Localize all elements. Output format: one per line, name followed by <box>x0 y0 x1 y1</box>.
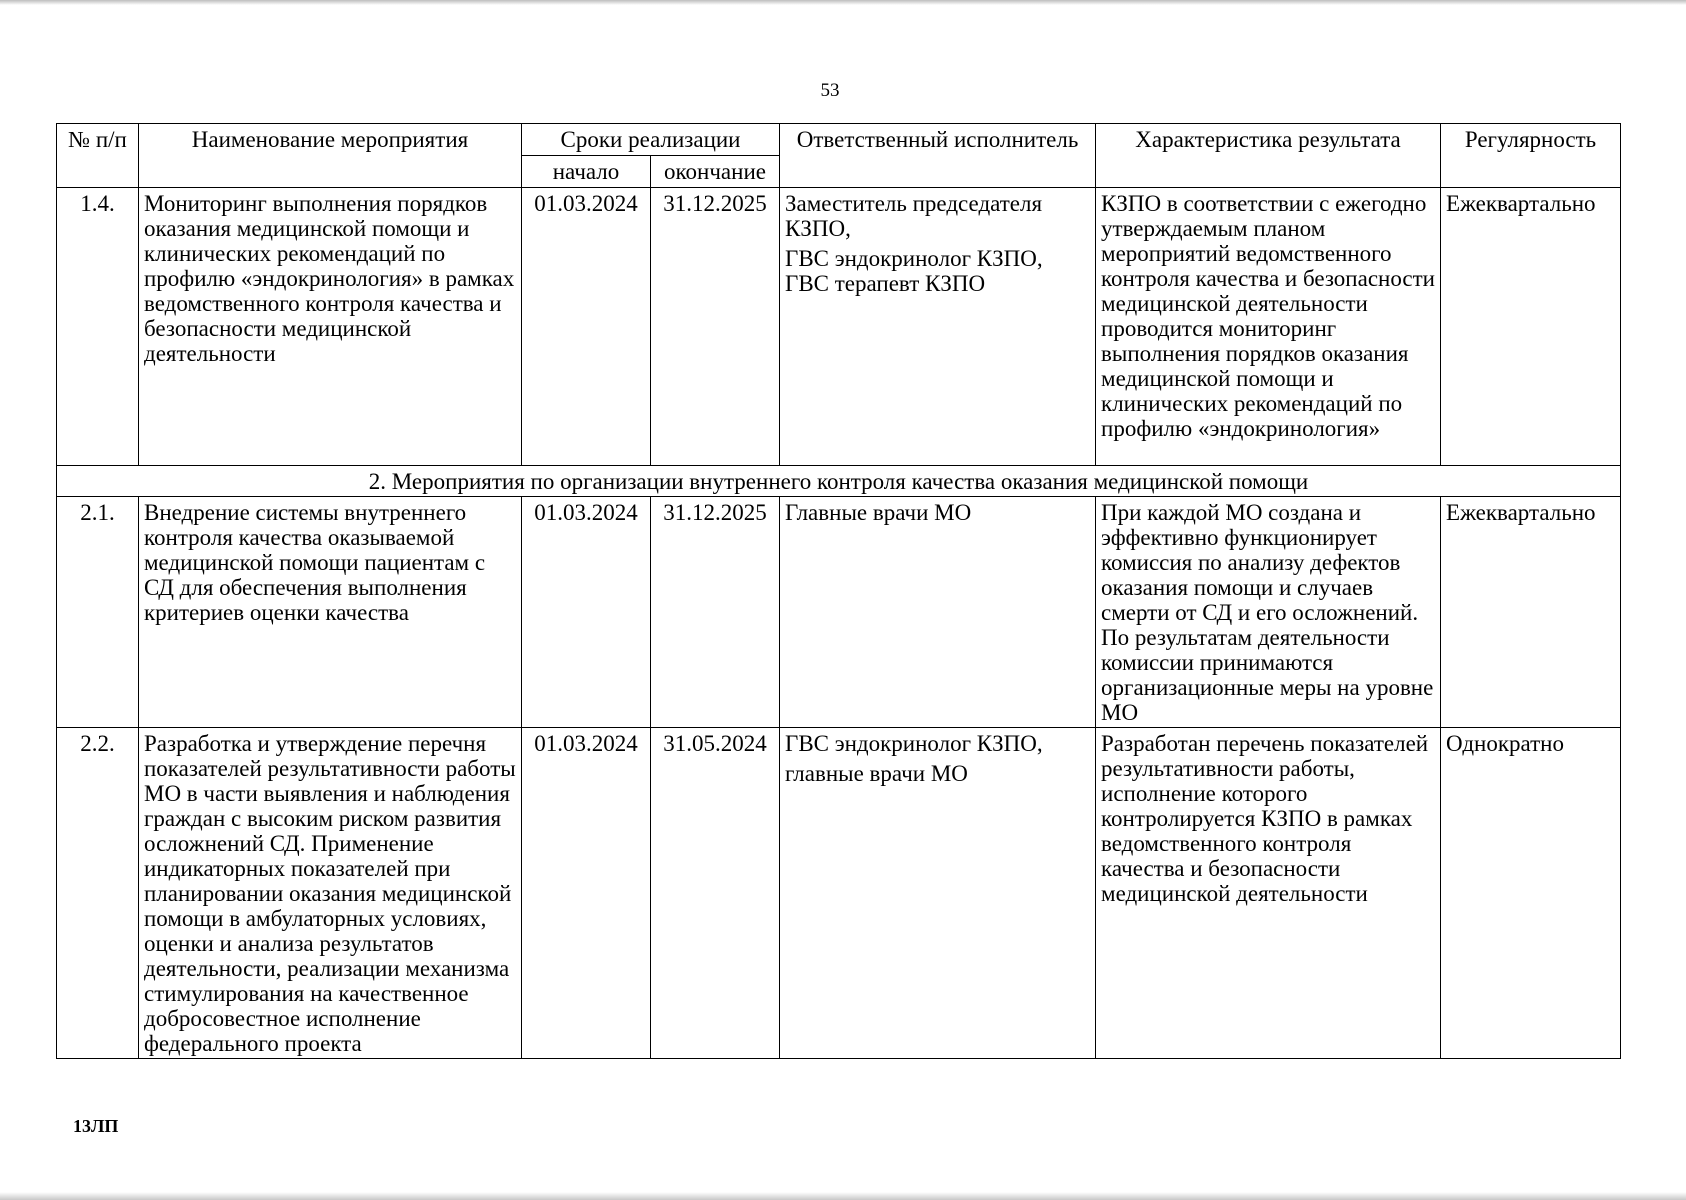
row-name: Разработка и утверждение перечня показателей результативности работы МО в части выявления и наблюдения граждан с высоким риском развития осложнений СД. Применение индикаторных показателей при планировании оказания медицинской помощи в амбулаторных условиях, оценки и анализа результатов деятельности, реализации механизма стимулирования на качественное добросовестное исполнение федерального проекта <box>139 728 522 1059</box>
section-row <box>57 466 1621 497</box>
section-title: 2. Мероприятия по организации внутреннего контроля качества оказания медицинской помощи <box>57 466 1621 497</box>
header-start: начало <box>522 156 651 188</box>
responsible-line: ГВС эндокринолог КЗПО, <box>785 731 1043 756</box>
row-responsible <box>780 188 1096 466</box>
row-result: При каждой МО создана и эффективно функционирует комиссия по анализу дефектов оказания помощи и случаев смерти от СД и его осложнений. По результатам деятельности комиссии принимаются организационные меры на уровне МО <box>1096 497 1441 728</box>
header-terms: Сроки реализации <box>522 124 780 156</box>
footer-code: 13ЛП <box>73 1116 119 1136</box>
row-end: 31.12.2025 <box>651 497 780 728</box>
responsible-line: главные врачи МО <box>785 761 968 786</box>
header-row <box>57 124 1621 156</box>
row-regularity: Ежеквартально <box>1441 188 1621 466</box>
row-num: 2.2. <box>57 728 139 1059</box>
header-responsible: Ответственный исполнитель <box>780 124 1096 188</box>
header-regularity: Регулярность <box>1441 124 1621 188</box>
activities-table <box>56 123 1621 1059</box>
responsible-line: ГВС эндокринолог КЗПО, ГВС терапевт КЗПО <box>785 246 1043 296</box>
header-end: окончание <box>651 156 780 188</box>
row-regularity: Ежеквартально <box>1441 497 1621 728</box>
row-start: 01.03.2024 <box>522 728 651 1059</box>
page-number: 53 <box>820 80 840 101</box>
responsible-line: Главные врачи МО <box>785 500 972 525</box>
header-name: Наименование мероприятия <box>139 124 522 188</box>
row-start: 01.03.2024 <box>522 188 651 466</box>
responsible-line: Заместитель председателя КЗПО, <box>785 191 1043 241</box>
scan-edge-top <box>0 0 1686 5</box>
row-regularity: Однократно <box>1441 728 1621 1059</box>
scan-edge-bottom <box>0 1192 1686 1200</box>
row-result: Разработан перечень показателей результативности работы, исполнение которого контролируется КЗПО в рамках ведомственного контроля качества и безопасности медицинской деятельности <box>1096 728 1441 1059</box>
row-end: 31.05.2024 <box>651 728 780 1059</box>
table-row <box>57 497 1621 728</box>
row-responsible <box>780 497 1096 728</box>
table-row <box>57 188 1621 466</box>
row-end: 31.12.2025 <box>651 188 780 466</box>
row-start: 01.03.2024 <box>522 497 651 728</box>
row-name: Внедрение системы внутреннего контроля качества оказываемой медицинской помощи пациентам с СД для обеспечения выполнения критериев оценки качества <box>139 497 522 728</box>
row-num: 1.4. <box>57 188 139 466</box>
table-row <box>57 728 1621 1059</box>
header-result: Характеристика результата <box>1096 124 1441 188</box>
row-name: Мониторинг выполнения порядков оказания медицинской помощи и клинических рекомендаций по профилю «эндокринология» в рамках ведомственного контроля качества и безопасности медицинской деятельности <box>139 188 522 466</box>
row-num: 2.1. <box>57 497 139 728</box>
header-num: № п/п <box>57 124 139 188</box>
row-result: КЗПО в соответствии с ежегодно утверждаемым планом мероприятий ведомственного контроля качества и безопасности медицинской деятельности проводится мониторинг выполнения порядков оказания медицинской помощи и клинических рекомендаций по профилю «эндокринология» <box>1096 188 1441 466</box>
row-responsible <box>780 728 1096 1059</box>
